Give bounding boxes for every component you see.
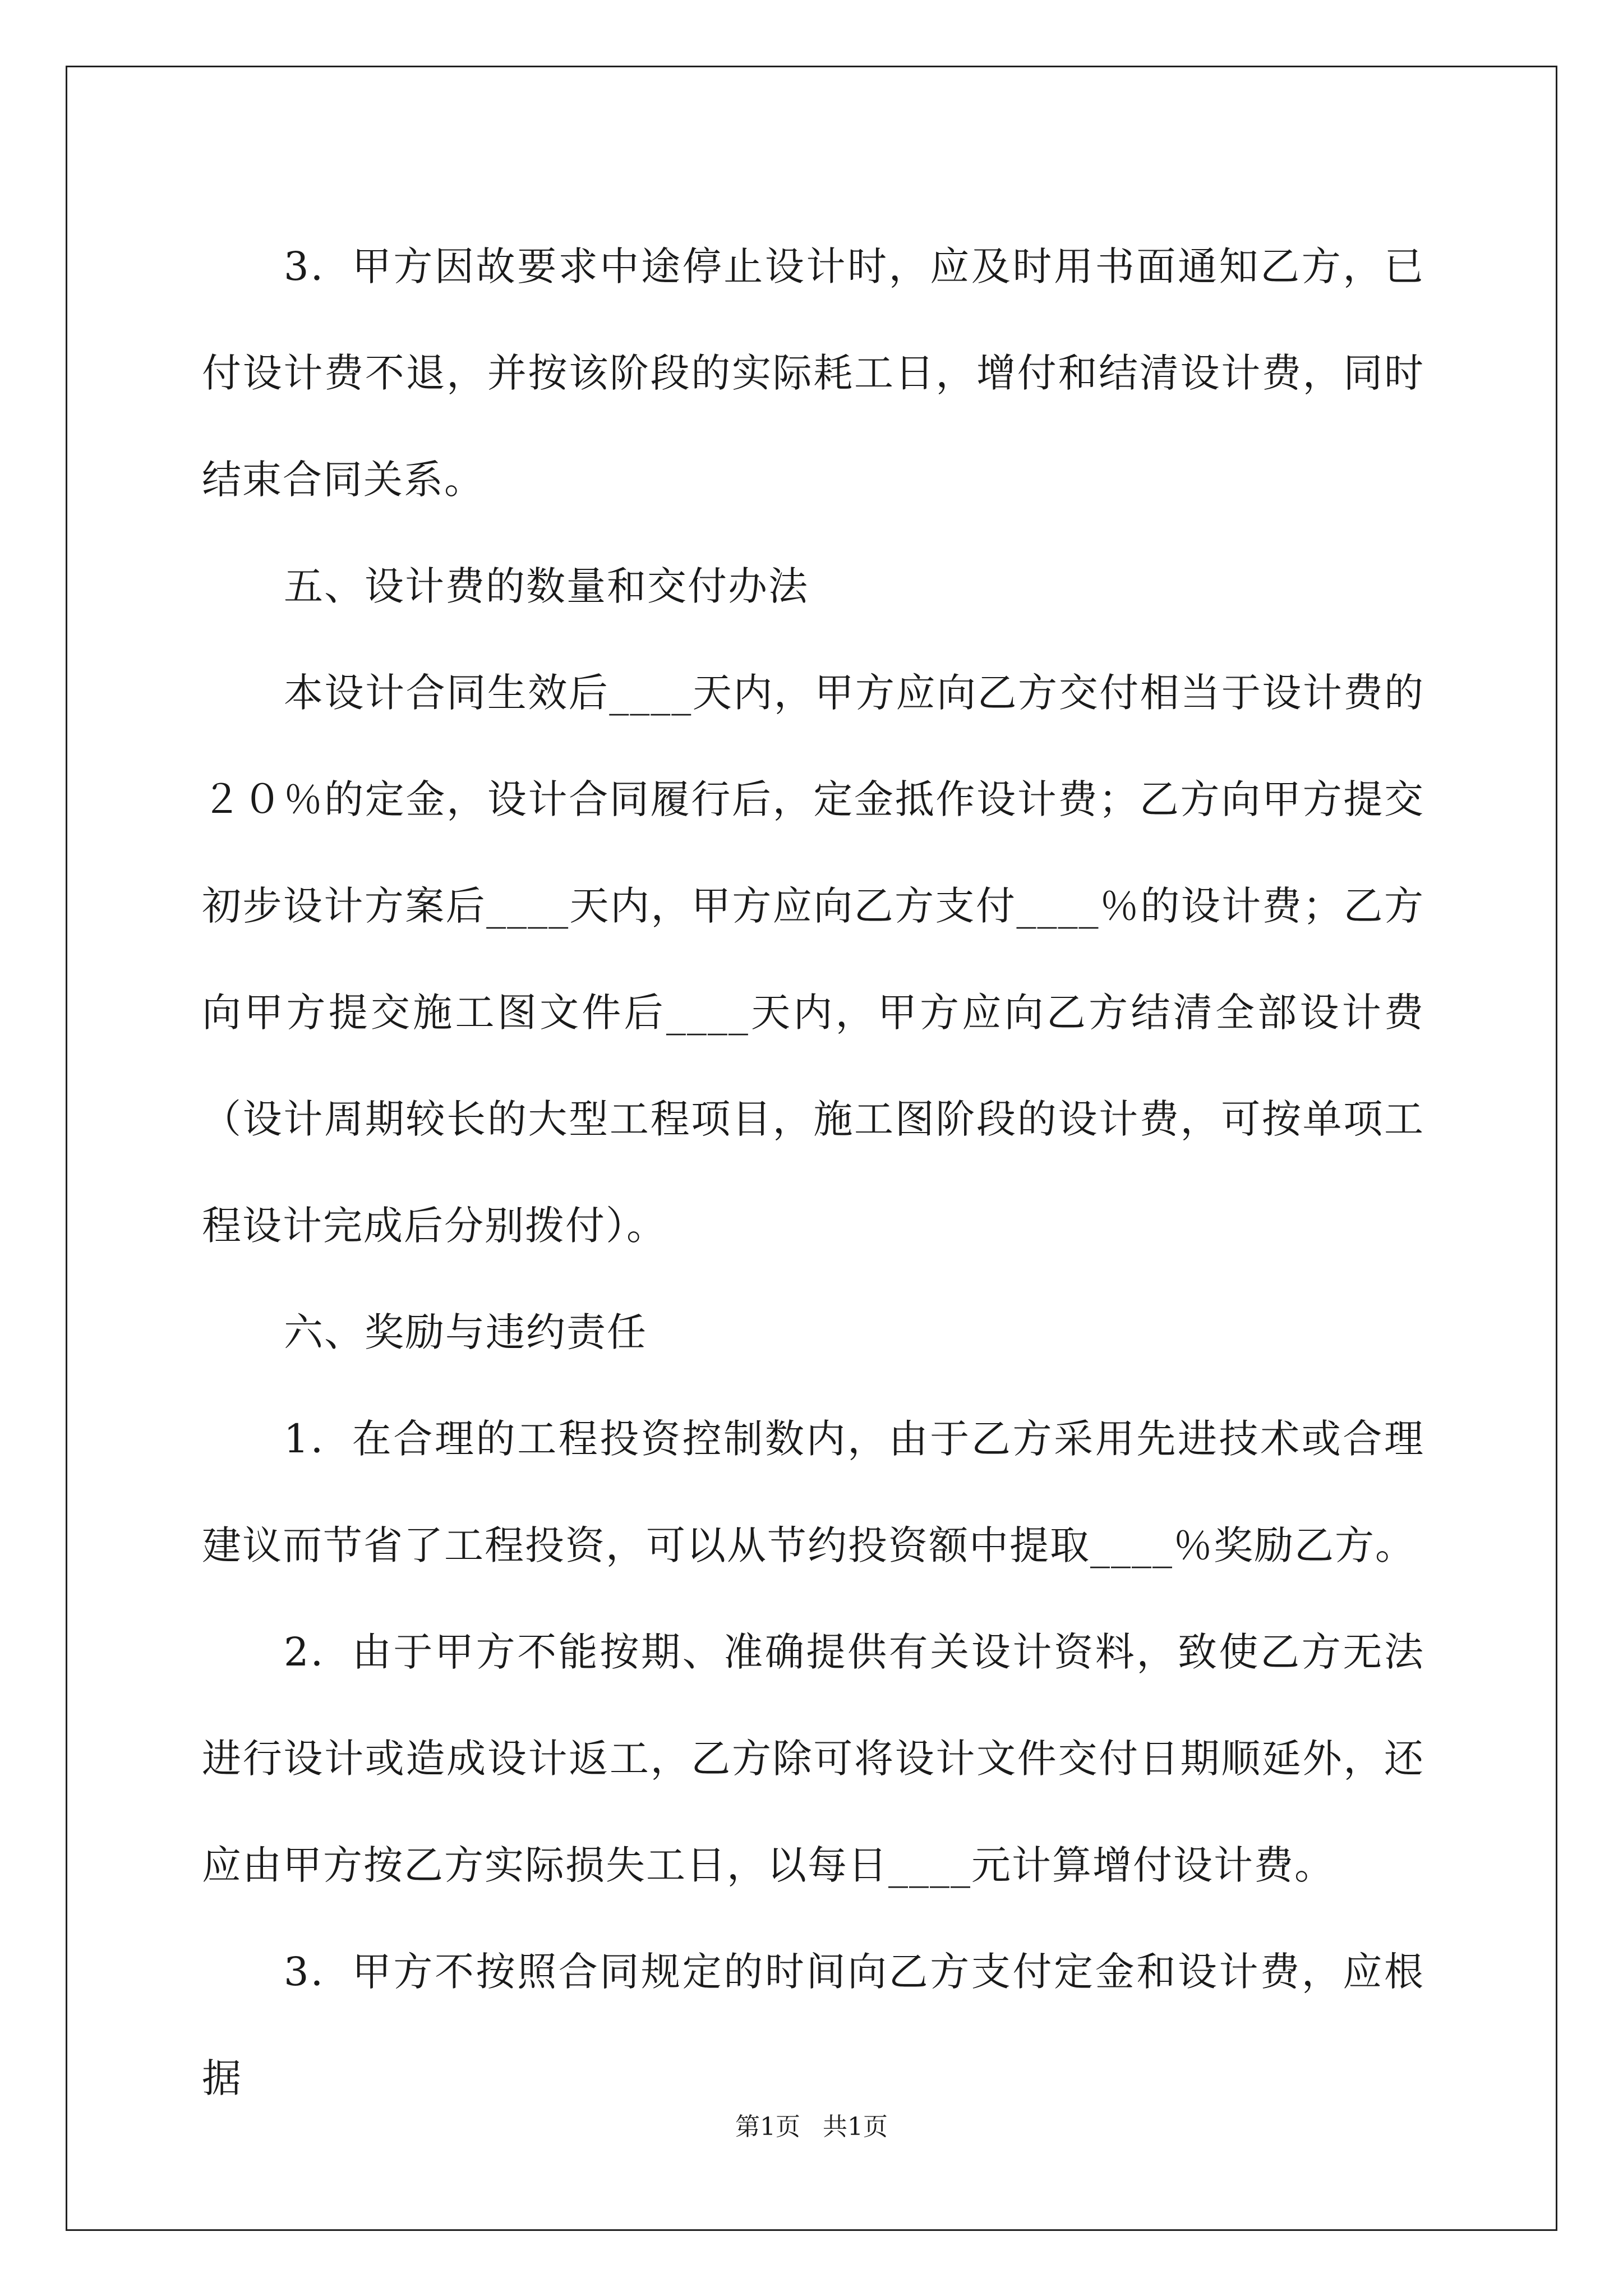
document-body	[202, 213, 1424, 2132]
paragraph-fee-payment: 本设计合同生效后____天内，甲方应向乙方交付相当于设计费的２０％的定金，设计合同履行后，定金抵作设计费；乙方向甲方提交初步设计方案后____天内，甲方应向乙方支付____％的设计费；乙方向甲方提交施工图文件后____天内，甲方应向乙方结清全部设计费（设计周期较长的大型工程项目，施工图阶段的设计费，可按单项工程设计完成后分别拨付）。	[202, 670, 1424, 1249]
paragraph-stop-design: 3．甲方因故要求中途停止设计时，应及时用书面通知乙方，已付设计费不退，并按该阶段的实际耗工日，增付和结清设计费，同时结束合同关系。	[202, 243, 1424, 503]
page-number-current: 第1页	[735, 2113, 800, 2141]
section-heading-fee-payment: 五、设计费的数量和交付办法	[284, 563, 809, 609]
page-number-total: 共1页	[823, 2113, 888, 2141]
paragraph-reward: 1．在合理的工程投资控制数内，由于乙方采用先进技术或合理建议而节省了工程投资，可以从节约投资额中提取____％奖励乙方。	[202, 1416, 1424, 1568]
page-footer	[0, 2106, 1623, 2142]
paragraph-client-delay: 2．由于甲方不能按期、准确提供有关设计资料，致使乙方无法进行设计或造成设计返工，乙方除可将设计文件交付日期顺延外，还应由甲方按乙方实际损失工日，以每日____元计算增付设计费。	[202, 1629, 1424, 1888]
section-heading-rewards-liability: 六、奖励与违约责任	[284, 1309, 647, 1355]
paragraph-late-payment: 3．甲方不按照合同规定的时间向乙方支付定金和设计费，应根据	[202, 1949, 1424, 2101]
